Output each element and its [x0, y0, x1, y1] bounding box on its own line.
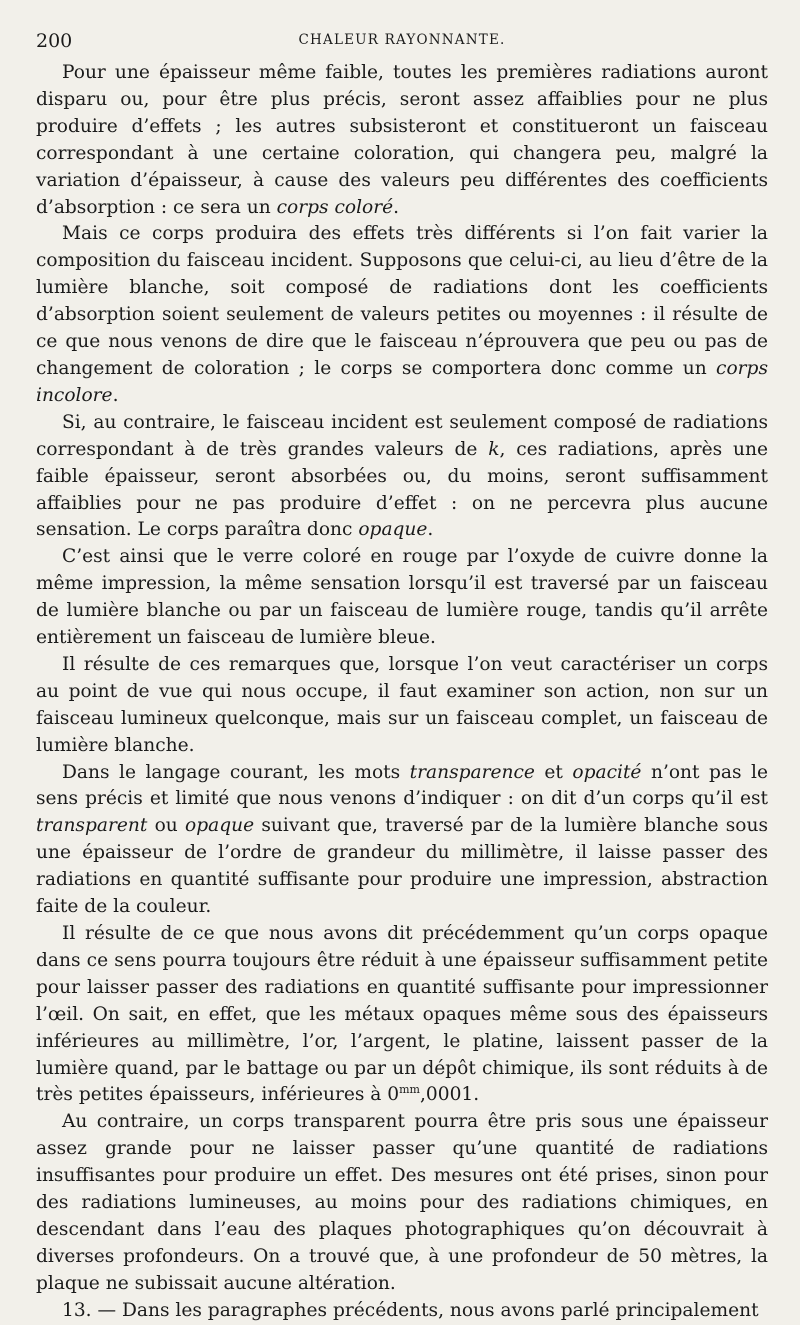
body-text	[36, 60, 768, 1325]
italic-term: corps incolore	[36, 357, 768, 406]
paragraph: Au contraire, un corps transparent pourra être pris sous une épaisseur assez grande pour ne laisser passer qu’une quantité de radiations insuffisantes pour produire un effet. Des mesures ont été prises, sinon pour des radiations lumineuses, au moins pour des radiations chimiques, en descendant dans l’eau des plaques photographiques qu’on découvrait à diverses profondeurs. On a trouvé que, à une profondeur de 50 mètres, la plaque ne subissait aucune altération.	[36, 1111, 768, 1294]
paragraph: Il résulte de ces remarques que, lorsque l’on veut caractériser un corps au point de vue qui nous occupe, il faut examiner son action, non sur un faisceau lumineux quelconque, mais sur un faisceau complet, un faisceau de lumière blanche.	[36, 653, 768, 756]
italic-term: opaque	[358, 519, 428, 541]
section-start-paragraph: 13. — Dans les paragraphes précédents, nous avons parlé principalement	[62, 1299, 759, 1321]
unit-superscript: mm	[399, 1083, 420, 1097]
paragraph: Il résulte de ce que nous avons dit précédemment qu’un corps opaque dans ce sens pourra toujours être réduit à une épaisseur suffisamment petite pour laisser passer des radiations en quantité suffisante pour impressionner l’œil. On sait, en effet, que les métaux opaques même sous des épaisseurs inférieures au millimètre, l’or, l’argent, le platine, laissent passer de la lumière quand, par le battage ou par un dépôt chimique, ils sont réduits à de très petites épaisseurs, inférieures à $0^{mm},0001$.	[36, 923, 768, 1106]
italic-term: transparent	[36, 815, 148, 837]
running-title: CHALEUR RAYONNANTE.	[298, 32, 506, 48]
paragraph: Mais ce corps produira des effets très différents si l’on fait varier la composition du faisceau incident. Supposons que celui-ci, au lieu d’être de la lumière blanche, soit composé de radiations dont les coefficients d’absorption soient seulement de valeurs petites ou moyennes : il résulte de ce que nous venons de dire que le faisceau n’éprouvera que peu ou pas de changement de coloration ; le corps se comportera donc comme un corps incolore.	[36, 223, 768, 406]
italic-term: corps coloré	[276, 196, 394, 218]
paragraph: Dans le langage courant, les mots transparence et opacité n’ont pas le sens précis et limité que nous venons d’indiquer : on dit d’un corps qu’il est transparent ou opaque suivant que, traversé par de la lumière blanche sous une épaisseur de l’ordre de grandeur du millimètre, il laisse passer des radiations en quantité suffisante pour produire une impression, abstraction faite de la couleur.	[36, 761, 768, 918]
paragraph: Si, au contraire, le faisceau incident est seulement composé de radiations correspondant à de très grandes valeurs de k, ces radiations, après une faible épaisseur, seront absorbées ou, du moins, seront suffisamment affaiblies pour ne pas produire d’effet : on ne percevra plus aucune sensation. Le corps paraîtra donc opaque.	[36, 411, 768, 541]
italic-term: opaque	[185, 815, 255, 837]
page-header	[36, 26, 768, 60]
paragraph: Pour une épaisseur même faible, toutes les premières radiations auront disparu ou, pour être plus précis, seront assez affaiblies pour ne plus produire d’effets ; les autres subsisteront et constitueront un faisceau correspondant à une certaine coloration, qui changera peu, malgré la variation d’épaisseur, à cause des valeurs peu différentes des coefficients d’absorption : ce sera un corps coloré.	[36, 62, 768, 218]
italic-term: opacité	[572, 761, 642, 783]
italic-term: transparence	[409, 761, 535, 783]
paragraph: C’est ainsi que le verre coloré en rouge par l’oxyde de cuivre donne la même impression, la même sensation lorsqu’il est traversé par un faisceau de lumière blanche ou par un faisceau de lumière rouge, tandis qu’il arrête entièrement un faisceau de lumière bleue.	[36, 546, 768, 649]
page-number: 200	[36, 30, 73, 52]
italic-variable: k	[488, 438, 500, 460]
